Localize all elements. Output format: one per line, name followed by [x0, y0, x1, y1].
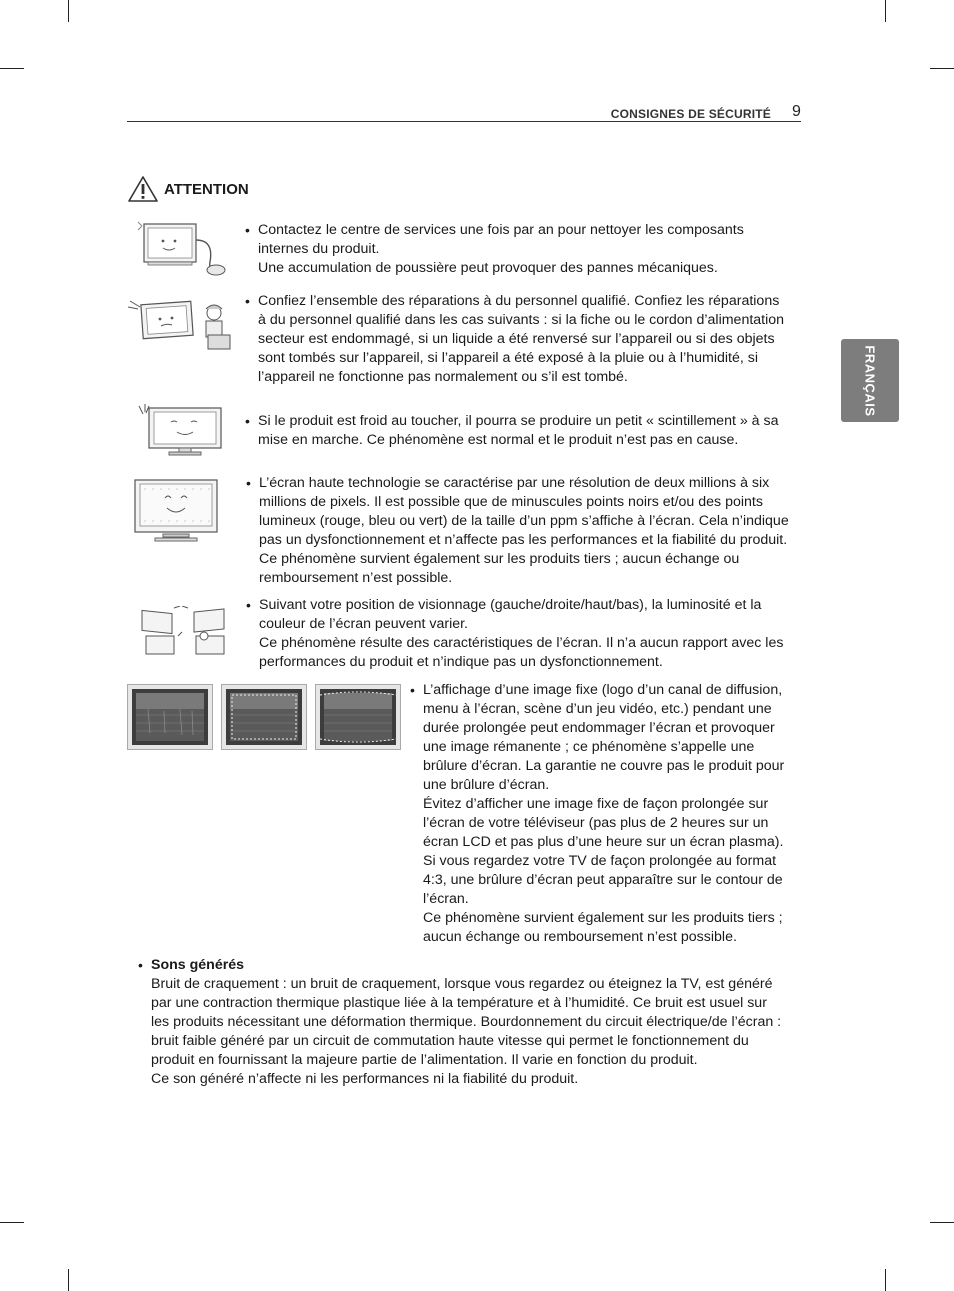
text-line: une brûlure d’écran.	[423, 777, 550, 793]
bullet: •	[246, 597, 251, 613]
text-line: à du personnel qualifié dans les cas suivants : si la fiche ou le cordon d’alimentation	[258, 312, 785, 328]
text-line: l’écran de votre téléviseur (pas plus de 2 heures sur un	[423, 815, 769, 831]
text-line: internes du produit.	[258, 241, 380, 257]
text-line: secteur est endommagé, si un liquide a été renversé sur l’appareil ou si des objets	[258, 331, 775, 347]
language-tab-label: FRANÇAIS	[862, 344, 878, 417]
text-line: mise en marche. Ce phénomène est normal et le produit n’est pas en cause.	[258, 432, 739, 448]
tv-vacuum-cleaning-icon	[134, 216, 230, 278]
list-item-text	[259, 596, 804, 672]
text-line: Si vous regardez votre TV de façon prolongée au format	[423, 853, 777, 869]
crop-mark	[68, 0, 69, 22]
text-line: Ce phénomène survient également sur les produits tiers ;	[423, 910, 783, 926]
tv-viewing-angles-icon	[138, 606, 230, 660]
section-header-title: CONSIGNES DE SÉCURITÉ	[610, 107, 771, 121]
warning-triangle-icon	[127, 175, 159, 203]
text-line: durée prolongée peut endommager l’écran et provoquer	[423, 720, 775, 736]
text-line: brûlure d’écran. La garantie ne couvre pas le produit pour	[423, 758, 785, 774]
text-line: Contactez le centre de services une fois par an pour nettoyer les composants	[258, 222, 744, 238]
tv-repair-technician-icon	[128, 295, 236, 353]
text-line: une image rémanente ; ce phénomène s’appelle une	[423, 739, 755, 755]
text-line: pas un dysfonctionnement et n’affecte pas les performances et la fiabilité du produit.	[259, 532, 788, 548]
text-line: Bruit de craquement : un bruit de craquement, lorsque vous regardez ou éteignez la TV, est généré	[151, 976, 773, 992]
text-line: lumineux (rouge, bleu ou vert) de la taille d’un ppm s’affiche à l’écran. Cela n’indique	[259, 513, 789, 529]
text-line: Ce phénomène survient également sur les produits tiers ; aucun échange ou	[259, 551, 740, 567]
text-line: millions de pixels. Il est possible que de minuscules points noirs et/ou des points	[259, 494, 763, 510]
text-line: Ce son généré n’affecte ni les performances ni la fiabilité du produit.	[151, 1071, 579, 1087]
language-side-tab	[841, 339, 899, 422]
list-item-text	[258, 292, 803, 387]
text-line: les produits nécessitant une déformation thermique. Bourdonnement du circuit électrique/de l’écran :	[151, 1014, 782, 1030]
tv-pixels-icon	[133, 478, 219, 544]
crop-mark	[68, 1269, 69, 1291]
text-line: Confiez l’ensemble des réparations à du personnel qualifié. Confiez les réparations	[258, 293, 780, 309]
crop-mark	[930, 68, 954, 69]
list-item-text	[258, 221, 798, 278]
list-item-text	[258, 412, 803, 450]
bullet: •	[245, 222, 250, 238]
bullet: •	[410, 682, 415, 698]
crop-mark	[885, 0, 886, 22]
list-item-text	[423, 681, 803, 947]
attention-heading	[127, 176, 249, 202]
text-line: remboursement n’est possible.	[259, 570, 453, 586]
crop-mark	[885, 1269, 886, 1291]
text-line: L’écran haute technologie se caractérise par une résolution de deux millions à six	[259, 475, 770, 491]
text-line: Si le produit est froid au toucher, il pourra se produire un petit « scintillement » à sa	[258, 413, 779, 429]
text-line: Ce phénomène résulte des caractéristiques de l’écran. Il n’a aucun rapport avec les	[259, 635, 784, 651]
burn-in-thumbnail	[315, 684, 401, 750]
bullet: •	[245, 293, 250, 309]
text-line: par une contraction thermique plastique liée à la température et à l’humidité. Ce bruit est usuel sur	[151, 995, 767, 1011]
text-line: produit en fournissant la majeure partie de l’alimentation. Il varie en fonction du produit.	[151, 1052, 698, 1068]
sounds-section	[151, 956, 801, 1089]
text-line: aucun échange ou remboursement n’est possible.	[423, 929, 737, 945]
text-line: Une accumulation de poussière peut provoquer des pannes mécaniques.	[258, 260, 718, 276]
text-line: couleur de l’écran peuvent varier.	[259, 616, 468, 632]
header-rule	[127, 121, 801, 122]
text-line: écran LCD et pas plus d’une heure sur un écran plasma).	[423, 834, 784, 850]
attention-title: ATTENTION	[164, 180, 249, 198]
text-line: L’affichage d’une image fixe (logo d’un canal de diffusion,	[423, 682, 783, 698]
list-item-text	[259, 474, 804, 588]
text-line: bruit faible généré par un circuit de commutation haute vitesse qui permet le fonctionnement du	[151, 1033, 749, 1049]
page-number: 9	[792, 103, 801, 120]
text-line: sont tombés sur l’appareil, si l’appareil a été exposé à la pluie ou à l’humidité, si	[258, 350, 758, 366]
crop-mark	[0, 68, 24, 69]
text-line: Suivant votre position de visionnage (gauche/droite/haut/bas), la luminosité et la	[259, 597, 762, 613]
crop-mark	[0, 1222, 24, 1223]
burn-in-thumbnail	[127, 684, 213, 750]
text-line: menu à l’écran, scène d’un jeu vidéo, etc.) pendant une	[423, 701, 772, 717]
bullet: •	[138, 957, 143, 973]
bullet: •	[245, 413, 250, 429]
crop-mark	[930, 1222, 954, 1223]
burn-in-thumbnail	[221, 684, 307, 750]
text-line: Évitez d’afficher une image fixe de façon prolongée sur	[423, 796, 769, 812]
sounds-title: Sons générés	[151, 957, 245, 973]
text-line: 4:3, une brûlure d’écran peut apparaître sur le contour de	[423, 872, 783, 888]
bullet: •	[246, 475, 251, 491]
text-line: l’appareil ne fonctionne pas normalement ou s’il est tombé.	[258, 369, 628, 385]
tv-cold-sparkle-icon	[133, 402, 231, 460]
text-line: performances du produit et n’indique pas un dysfonctionnement.	[259, 654, 663, 670]
text-line: l’écran.	[423, 891, 469, 907]
